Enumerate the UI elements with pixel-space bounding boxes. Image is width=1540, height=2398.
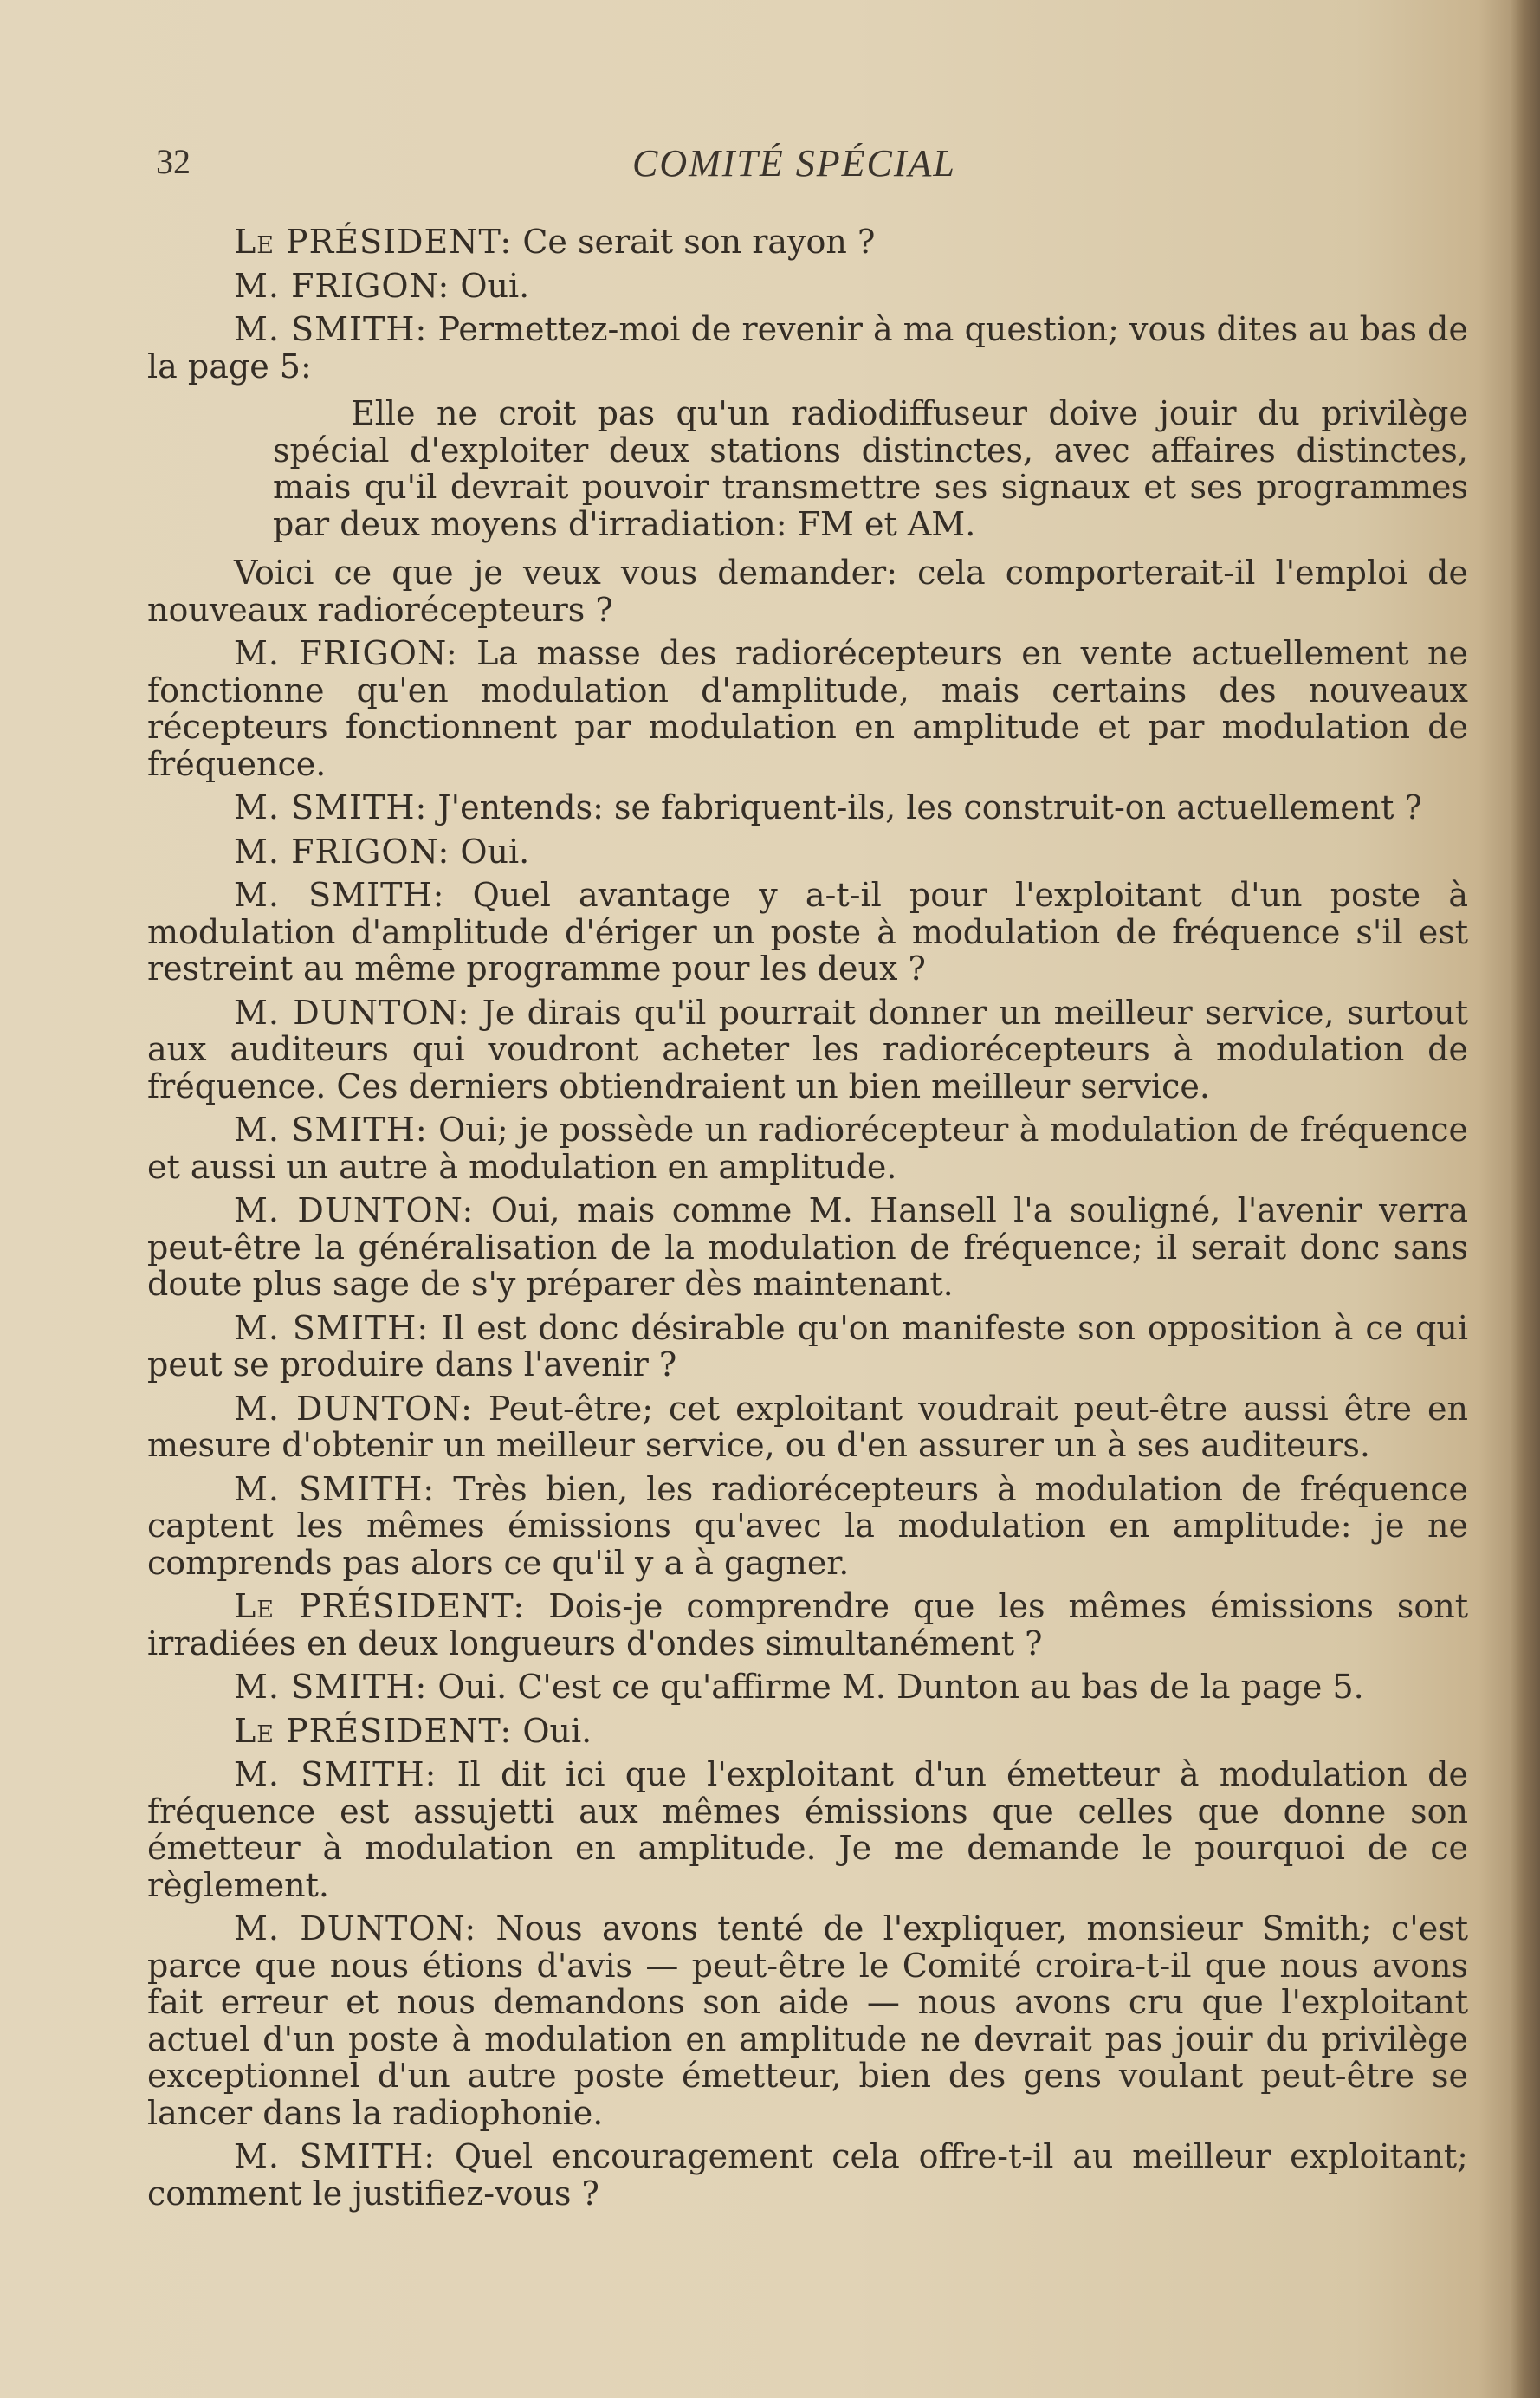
transcript-entry [147,1588,1468,1662]
speaker-label: Le PRÉSIDENT: [234,1711,513,1750]
transcript-entry [147,1471,1468,1582]
transcript-entry [147,995,1468,1105]
speaker-label: M. SMITH: [234,788,428,826]
speaker-label: M. SMITH: [234,1469,436,1508]
transcript-entry [147,1310,1468,1384]
continuation-paragraph: Voici ce que je veux vous demander: cela comporterait-il l'emploi de nouveaux radiorécepteurs ? [147,554,1468,629]
speaker-label: M. SMITH: [234,2137,437,2175]
block-quote: Elle ne croit pas qu'un radiodiffuseur doive jouir du privilège spécial d'exploiter deux stations distinctes, avec affaires distinctes, mais qu'il devrait pouvoir transmettre ses signaux et ses programmes par deux moyens d'irradiation: FM et AM. [273,394,1468,543]
entry-text: Oui. [460,266,530,305]
speaker-label: M. SMITH: [234,1668,428,1706]
transcript-entry [147,1390,1468,1464]
entry-text: Très bien, les radiorécepteurs à modulation de fréquence captent les mêmes émissions qu'avec la modulation en amplitude: je ne comprends pas alors ce qu'il y a à gagner. [147,1469,1468,1582]
entry-text: Oui, mais comme M. Hansell l'a souligné, l'avenir verra peut-être la généralisation de la modulation de fréquence; il serait donc sans doute plus sage de s'y préparer dès maintenant. [147,1191,1468,1303]
entry-text: Oui. [460,832,530,871]
entry-text: Nous avons tenté de l'expliquer, monsieur Smith; c'est parce que nous étions d'avis — peut-être le Comité croira-t-il que nous avons fait erreur et nous demandons son aide — nous avons cru que l'exploitant actuel d'un poste à modulation en amplitude ne devrait pas jouir du privilège exceptionnel d'un autre poste émetteur, bien des gens voulant peut-être se lancer dans la radiophonie. [147,1909,1468,2132]
entry-text: Je dirais qu'il pourrait donner un meilleur service, surtout aux auditeurs qui voudront acheter les radiorécepteurs à modulation de fréquence. Ces derniers obtiendraient un bien meilleur service. [147,993,1468,1105]
speaker-label: M. SMITH: [234,1755,437,1793]
transcript-entry [147,1192,1468,1303]
transcript-entry [147,1713,1468,1750]
transcript-entry [147,635,1468,782]
entry-text: Oui. C'est ce qu'affirme M. Dunton au bas de la page 5. [437,1668,1364,1706]
transcript-entry [147,877,1468,988]
speaker-label: Le PRÉSIDENT: [234,1587,526,1625]
speaker-label: M. DUNTON: [234,993,470,1032]
running-title: COMITÉ SPÉCIAL [632,142,956,185]
speaker-label: M. SMITH: [234,310,428,348]
speaker-label: M. DUNTON: [234,1389,473,1428]
entry-text: Permettez-moi de revenir à ma question; vous dites au bas de la page 5: [147,310,1468,386]
entry-text: Dois-je comprendre que les mêmes émissions sont irradiées en deux longueurs d'ondes simultanément ? [147,1587,1468,1662]
transcript-entry [147,224,1468,261]
transcript-entry [147,1756,1468,1903]
entry-text: La masse des radiorécepteurs en vente actuellement ne fonctionne qu'en modulation d'amplitude, mais certains des nouveaux récepteurs fonctionnent par modulation en amplitude et par modulation de fréquence. [147,634,1468,783]
entry-text: Quel avantage y a-t-il pour l'exploitant d'un poste à modulation d'amplitude d'ériger un poste à modulation de fréquence s'il est restreint au même programme pour les deux ? [147,876,1468,988]
transcript-entry [147,2138,1468,2212]
speaker-label: M. FRIGON: [234,832,450,871]
speaker-label: M. FRIGON: [234,634,458,672]
transcript-entry [147,268,1468,305]
entry-text: J'entends: se fabriquent-ils, les construit-on actuellement ? [437,788,1422,826]
entry-text: Peut-être; cet exploitant voudrait peut-être aussi être en mesure d'obtenir un meilleur service, ou d'en assurer un à ses auditeurs. [147,1389,1468,1464]
speaker-label: M. DUNTON: [234,1191,475,1229]
speaker-label: M. SMITH: [234,1308,430,1347]
transcript-entry [147,311,1468,385]
entry-text: Ce serait son rayon ? [522,223,876,261]
transcript-body [147,224,1468,2219]
entry-text: Il dit ici que l'exploitant d'un émetteur à modulation de fréquence est assujetti aux mêmes émissions que celles que donne son émetteur à modulation en amplitude. Je me demande le pourquoi de ce règlement. [147,1755,1468,1904]
speaker-label: Le PRÉSIDENT: [234,223,513,261]
entry-text: Quel encouragement cela offre-t-il au meilleur exploitant; comment le justifiez-vous ? [147,2137,1468,2213]
speaker-label: M. DUNTON: [234,1909,477,1948]
page-edge-shadow [1511,0,1540,2398]
transcript-entry [147,1112,1468,1185]
transcript-entry [147,1669,1468,1706]
transcript-entry [147,789,1468,826]
transcript-entry [147,833,1468,871]
entry-text: Oui; je possède un radiorécepteur à modulation de fréquence et aussi un autre à modulation en amplitude. [147,1111,1468,1186]
transcript-entry [147,1910,1468,2131]
page-header [156,141,1438,193]
entry-text: Il est donc désirable qu'on manifeste son opposition à ce qui peut se produire dans l'avenir ? [147,1308,1468,1384]
page-number: 32 [156,142,191,181]
speaker-label: M. SMITH: [234,1111,428,1149]
entry-text: Oui. [522,1711,592,1750]
speaker-label: M. FRIGON: [234,266,450,305]
speaker-label: M. SMITH: [234,876,445,914]
